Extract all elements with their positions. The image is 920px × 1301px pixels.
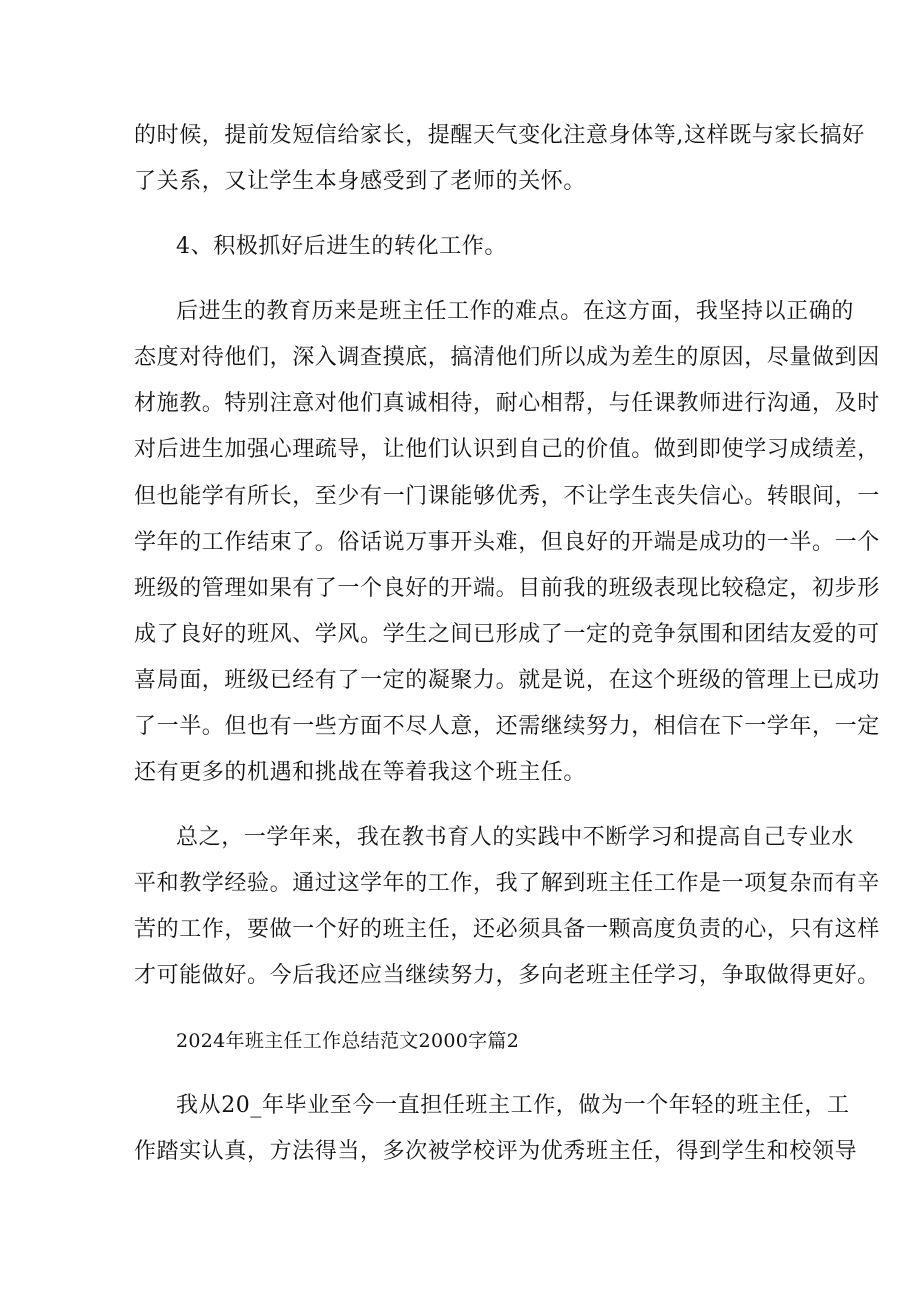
subheading: 4、积极抓好后进生的转化工作。: [176, 234, 507, 259]
paragraph-line: 了一半。但也有一些方面不尽人意，还需继续努力，相信在下一学年，一定: [134, 714, 880, 739]
paragraph-line: 态度对待他们，深入调查摸底，搞清他们所以成为差生的原因，尽量做到因: [134, 345, 880, 370]
paragraph-line: 但也能学有所长，至少有一门课能够优秀，不让学生丧失信心。转眼间，一: [134, 484, 880, 509]
paragraph-line: 对后进生加强心理疏导，让他们认识到自己的价值。做到即使学习成绩差，: [134, 437, 880, 462]
paragraph-line: 成了良好的班风、学风。学生之间已形成了一定的竞争氛围和团结友爱的可: [134, 622, 880, 647]
paragraph-line: 喜局面，班级已经有了一定的凝聚力。就是说，在这个班级的管理上已成功: [134, 668, 880, 693]
paragraph-line: 的时候，提前发短信给家长，提醒天气变化注意身体等,这样既与家长搞好: [134, 123, 865, 148]
paragraph-line: 苦的工作，要做一个好的班主任，还必须具备一颗高度负责的心，只有这样: [134, 917, 880, 942]
paragraph-line: 材施教。特别注意对他们真诚相待，耐心相帮，与任课教师进行沟通，及时: [134, 391, 880, 416]
paragraph-line: 才可能做好。今后我还应当继续努力，多向老班主任学习，争取做得更好。: [134, 963, 880, 988]
paragraph-line: 我从20_年毕业至今一直担任班主工作，做为一个年轻的班主任，工: [176, 1093, 850, 1118]
paragraph-line: 班级的管理如果有了一个良好的开端。目前我的班级表现比较稳定，初步形: [134, 576, 880, 601]
paragraph-line: 还有更多的机遇和挑战在等着我这个班主任。: [134, 760, 587, 785]
paragraph-line: 总之，一学年来，我在教书育人的实践中不断学习和提高自己专业水: [176, 825, 855, 850]
paragraph-line: 平和教学经验。通过这学年的工作，我了解到班主任工作是一项复杂而有辛: [134, 871, 880, 896]
section-title: 2024年班主任工作总结范文2000字篇2: [176, 1030, 520, 1052]
paragraph-line: 作踏实认真，方法得当，多次被学校评为优秀班主任，得到学生和校领导: [134, 1139, 858, 1164]
paragraph-line: 后进生的教育历来是班主任工作的难点。在这方面，我坚持以正确的: [176, 299, 855, 324]
paragraph-line: 了关系，又让学生本身感受到了老师的关怀。: [134, 169, 587, 194]
paragraph-line: 学年的工作结束了。俗话说万事开头难，但良好的开端是成功的一半。一个: [134, 530, 880, 555]
